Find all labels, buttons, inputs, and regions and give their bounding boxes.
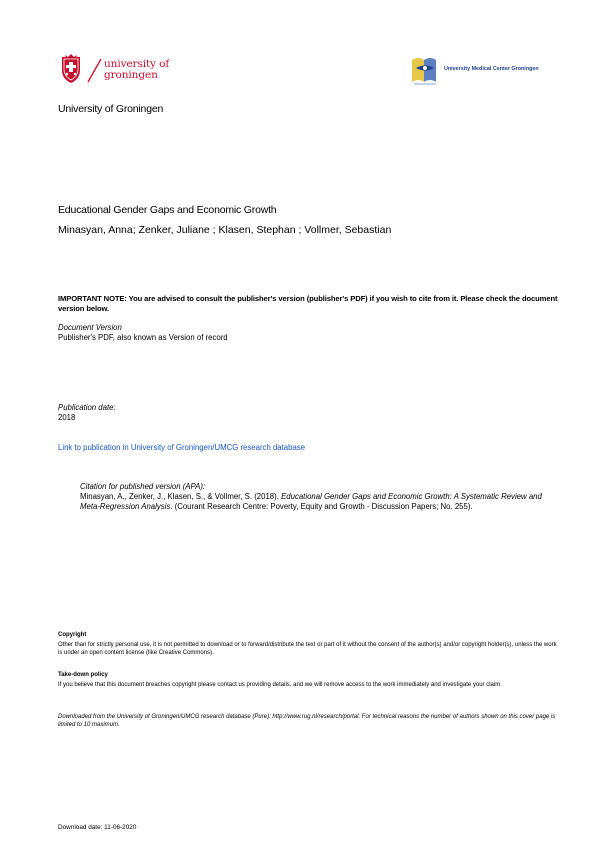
citation-suffix: . (Courant Research Centre: Poverty, Equity and Growth - Discussion Papers; No. 255). (170, 502, 473, 512)
citation-title: Educational Gender Gaps and Economic Growth: A Systematic Review and Meta-Regression Analysis (80, 492, 542, 512)
umcg-logo (408, 54, 548, 88)
document-version-label: Document Version (58, 323, 122, 332)
downloaded-note: Downloaded from the University of Groningen/UMCG research database (Pure): http://www.rug.nl/research/portal. For technical reasons the number of authors shown on this cover page is limited to 10 maximum. (58, 714, 556, 728)
logo-wordmark-line2: groningen (104, 69, 158, 81)
takedown-heading: Take-down policy (58, 672, 108, 678)
citation-text (80, 492, 558, 513)
document-version-value: Publisher's PDF, also known as Version of record (58, 333, 228, 342)
research-database-link[interactable]: Link to publication in University of Groningen/UMCG research database (58, 443, 306, 452)
publication-date-label: Publication date: (58, 403, 116, 412)
logo-wordmark-line1: university of (104, 58, 170, 70)
umcg-emblem-icon (408, 54, 442, 88)
copyright-heading: Copyright (58, 632, 87, 638)
takedown-text: If you believe that this document breaches copyright please contact us providing details, and we will remove access to the work immediately and investigate your claim. (58, 682, 502, 688)
important-note: IMPORTANT NOTE: You are advised to consult the publisher's version (publisher's PDF) if you wish to cite from it. Please check the document version below. (58, 294, 558, 313)
citation-label: Citation for published version (APA): (80, 482, 206, 491)
download-date: Download date: 11-06-2020 (58, 824, 137, 831)
university-of-groningen-logo (60, 54, 180, 86)
university-name: University of Groningen (58, 103, 164, 115)
publication-date-value: 2018 (58, 413, 76, 422)
citation-prefix: Minasyan, A., Zenker, J., Klasen, S., & Vollmer, S. (2018). (80, 492, 282, 501)
crest-icon (60, 54, 82, 84)
umcg-logo-text: University Medical Center Groningen (444, 66, 539, 72)
paper-title: Educational Gender Gaps and Economic Growth (58, 204, 277, 216)
slash-icon (84, 56, 104, 84)
copyright-text: Other than for strictly personal use, it is not permitted to download or to forward/distribute the text or part of it without the consent of the author(s) and/or copyright holder(s), unless the work is under an open content license (like Creative Commons). (58, 642, 557, 656)
paper-authors: Minasyan, Anna; Zenker, Juliane ; Klasen, Stephan ; Vollmer, Sebastian (58, 224, 392, 236)
